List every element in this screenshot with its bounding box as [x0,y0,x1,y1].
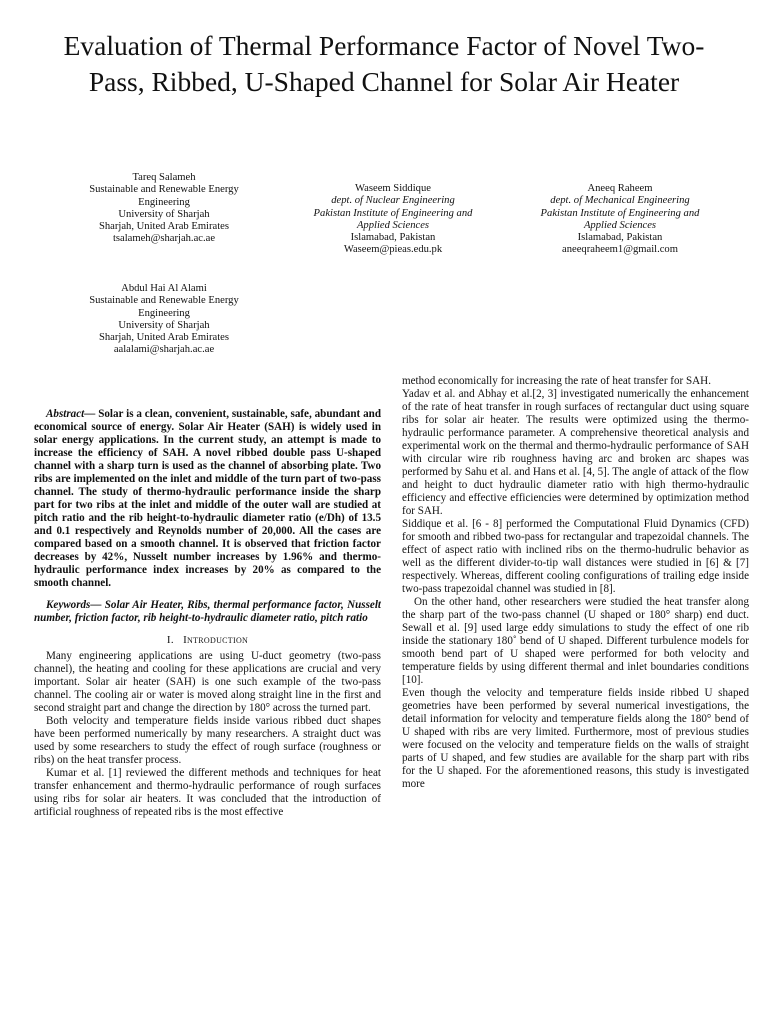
body-paragraph: Even though the velocity and temperature fields inside ribbed U shaped geometries have been performed by several numerical investigations, the detail information for velocity and temperature fields along the 180° bend of U shaped with ribs are very limited. Furthermore, most of previous studies were focused on the velocity and temperature fields on the walls of straight parts of U shaped, and few studies are available for the sharp part with ribs for the U shaped. For the aforementioned reasons, this study is investigated more [402,687,749,790]
author-affiliation: Engineering [138,196,190,208]
author-block [525,183,715,257]
author-block [69,283,259,357]
keywords-text: Solar Air Heater, Ribs, thermal performance factor, Nusselt number, friction factor, rib height-to-hydraulic diameter ratio, pitch ratio [34,599,381,624]
body-paragraph: Both velocity and temperature fields inside various ribbed duct shapes have been performed numerically by many researchers. A straight duct was used by some researchers to study the effect of rough surface (roughness or ribs) on the heat transfer process. [34,715,381,766]
abstract-text: Solar is a clean, convenient, sustainable, safe, abundant and economical source of energy. Solar Air Heater (SAH) is widely used in solar energy applications. In the current study, an attempt is made to increase the efficiency of SAH. A novel ribbed double pass U-shaped channel with a sharp turn is used as the channel of absorbing plate. Two ribs are implemented on the inlet and middle of the turn part of two-pass channel. The study of thermo-hydraulic performance inside the sharp part for two ribs at the inlet and middle of the outer wall are studied at pitch ratio and the rib height-to-hydraulic diameter ratio (e/Dh) of 13.5 and 0.1 respectively and Reynolds number of 20,000. All the cases are compared based on a smooth channel. It is observed that friction factor decreases by 42%, Nusselt number increases by 1.96% and thermo-hydraulic performance index increases by 20% as compared to the smooth channel. [34,408,381,589]
author-name: Aneeq Raheem [587,183,653,194]
section-heading [34,634,381,647]
left-column [34,375,381,1015]
author-location: Islamabad, Pakistan [350,232,436,244]
author-affiliation: University of Sharjah [118,208,210,220]
body-paragraph: Many engineering applications are using U-duct geometry (two-pass channel), the heating and cooling for these applications are crucial and very important. Solar air heater (SAH) is one such example of the two-pass channel. The cooling air or water is moved along straight line in the first and second straight part and change the direction by 180° across the turned part. [34,650,381,714]
author-block [298,183,488,257]
author-affiliation: Pakistan Institute of Engineering and [313,207,473,219]
author-location: Sharjah, United Arab Emirates [98,332,230,344]
author-affiliation: Applied Sciences [356,219,430,231]
author-affiliation: Sustainable and Renewable Energy [89,184,239,196]
abstract-label: Abstract— [46,408,96,420]
body-paragraph: Yadav et al. and Abhay et al.[2, 3] investigated numerically the enhancement of the rate of heat transfer in rough surfaces of rectangular duct using square ribs for solar air heater. The results were optimized using the thermo-hydraulic performance parameter. A comprehensive theoretical analysis and experimental work on the thermal and thermo-hydraulic performance of SAH with circular wire rib roughness having arc and broken arc shapes was performed by Sahu et al. and Hans et al. [4, 5]. The angle of attack of the flow and height to duct hydraulic diameter ratio with high thermo-hydraulic efficiency and effective efficiencies were determined by optimization method for SAH. [402,388,749,517]
author-affiliation: Sustainable and Renewable Energy [89,295,239,307]
abstract [34,408,381,590]
author-affiliation: dept. of Mechanical Engineering [550,195,690,207]
author-email: tsalameh@sharjah.ac.ae [112,233,216,245]
author-name: Abdul Hai Al Alami [121,283,207,294]
body-paragraph: method economically for increasing the rate of heat transfer for SAH. [402,375,711,387]
author-location: Islamabad, Pakistan [577,232,663,244]
section-title: Introduction [183,634,249,646]
section-number: I. [166,634,174,646]
author-affiliation: dept. of Nuclear Engineering [331,195,455,207]
keywords-label: Keywords— [46,599,102,611]
paper-title: Evaluation of Thermal Performance Factor of Novel Two-Pass, Ribbed, U-Shaped Channel for Solar Air Heater [63,30,705,97]
author-affiliation: Engineering [138,307,190,319]
author-affiliation: University of Sharjah [118,319,210,331]
author-name: Tareq Salameh [132,172,196,183]
body-paragraph: Kumar et al. [1] reviewed the different methods and techniques for heat transfer enhancement and thermo-hydraulic performance of rough surfaces using ribs for solar air heaters. It was concluded that the introduction of artificial roughness of repeated ribs is the most effective [34,767,381,818]
right-column [402,375,749,1015]
body-paragraph: On the other hand, other researchers were studied the heat transfer along the sharp part of the two-pass channel (U shaped or 180° sharp) end duct. Sewall et al. [9] used large eddy simulations to study the effect of one rib inside the stationary 180˚ bend of U shaped. Different turbulence models for smooth bend part of U shaped were performed for both velocity and temperature fields by using different thermal and inlet boundaries conditions [10]. [402,596,749,686]
author-block [69,172,259,246]
author-email: aneeqraheem1@gmail.com [562,244,678,256]
author-affiliation: Pakistan Institute of Engineering and [540,207,700,219]
author-email: Waseem@pieas.edu.pk [343,244,443,256]
keywords [34,599,381,625]
author-location: Sharjah, United Arab Emirates [98,221,230,233]
author-affiliation: Applied Sciences [583,219,657,231]
body-paragraph: Siddique et al. [6 - 8] performed the Computational Fluid Dynamics (CFD) for smooth and ribbed two-pass for rectangular and trapezoidal channels. The effect of aspect ratio with inclined ribs on the thermo-hudrulic behavior as well as the different divider-to-tip wall distances were studied in [6] & [7] respectively. Whereas, different cooling configurations of trailing edge inside two-pass trapezoidal channel was studied in [8]. [402,518,749,595]
author-name: Waseem Siddique [355,183,431,194]
author-email: aalalami@sharjah.ac.ae [113,344,215,356]
